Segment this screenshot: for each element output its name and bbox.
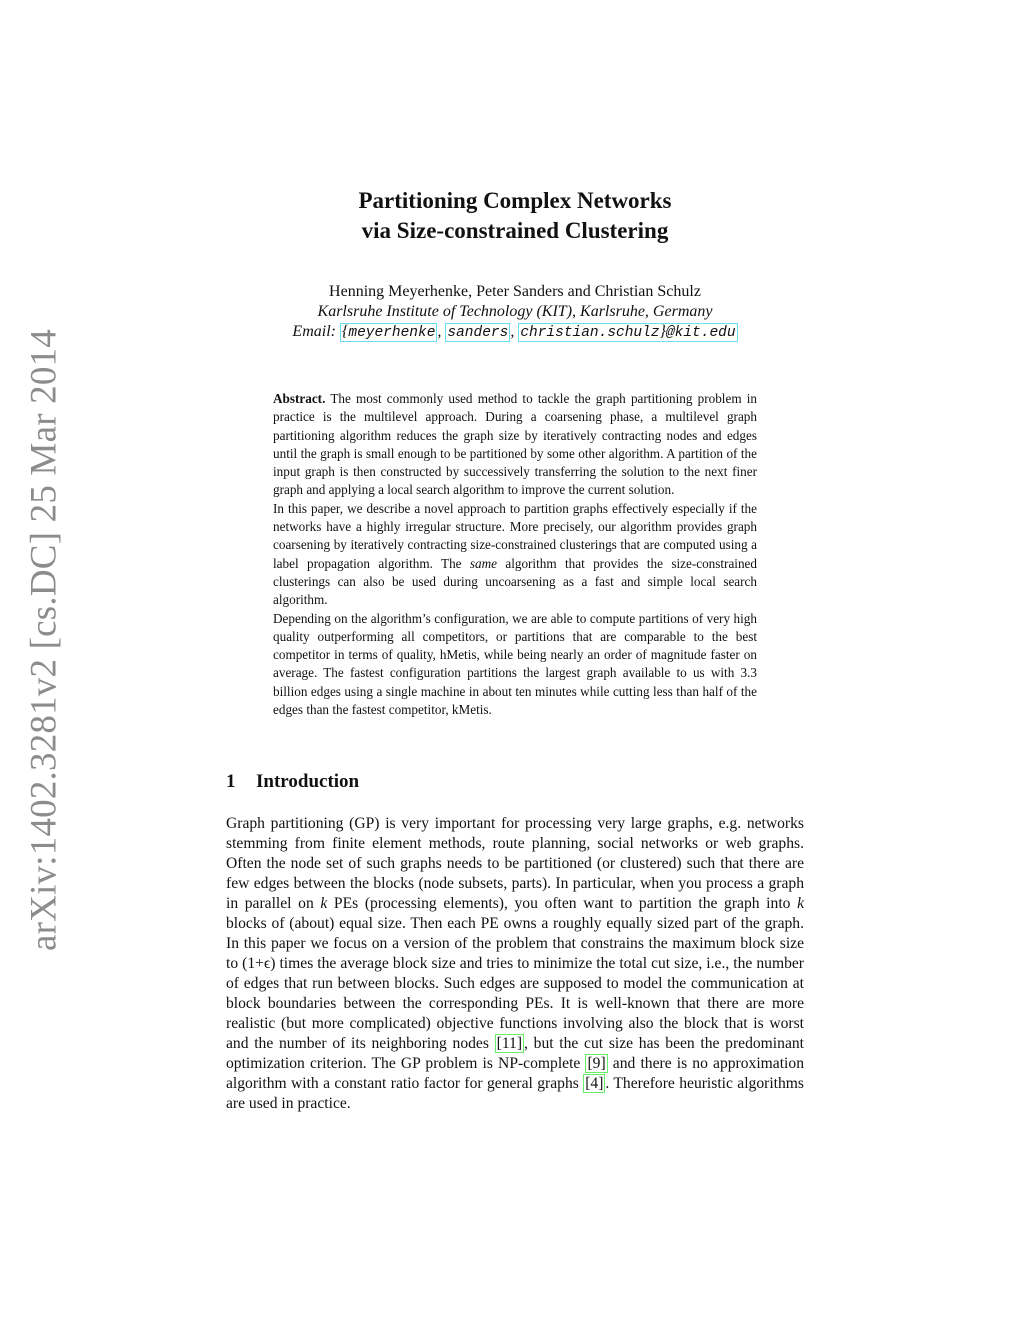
author-block bbox=[226, 282, 804, 342]
math-k: k bbox=[320, 895, 328, 912]
abstract bbox=[273, 390, 757, 719]
abstract-text-1: The most commonly used method to tackle the graph partitioning problem in practice is the multilevel approach. During a coarsening phase, a multilevel graph partitioning algorithm reduces the graph size by iteratively contracting nodes and edges until the graph is small enough to be partitioned by some other algorithm. A partition of the input graph is then constructed by successively transferring the solution to the next finer graph and applying a local search algorithm to improve the current solution. bbox=[273, 391, 758, 498]
abstract-text-2b: algorithm that provides the size-constrained clusterings can also be used during uncoarsening as a fast and simple local search algorithm. bbox=[273, 555, 758, 608]
paper-title bbox=[226, 186, 804, 246]
abstract-paragraph-3: Depending on the algorithm’s configuration, we are able to compute partitions of very high quality outperforming all competitors, or partitions that are comparable to the best competitor in terms of quality, hMetis, while being nearly an order of magnitude faster on average. The fastest configuration partitions the largest graph available to us with 3.3 billion edges using a single machine in about ten minutes while cutting less than half of the edges than the fastest competitor, kMetis. bbox=[273, 610, 757, 718]
citation-link-4[interactable]: [4] bbox=[585, 1075, 604, 1092]
affiliation: Karlsruhe Institute of Technology (KIT), Karlsruhe, Germany bbox=[317, 303, 713, 320]
abstract-label: Abstract. bbox=[273, 391, 326, 406]
email-close-brace: } bbox=[659, 323, 666, 340]
email-user-meyerhenke: meyerhenke bbox=[348, 325, 436, 341]
citation-link-11[interactable]: [11] bbox=[496, 1035, 523, 1052]
email-separator: , bbox=[510, 323, 519, 340]
section-title: Introduction bbox=[256, 771, 360, 792]
abstract-paragraph-1 bbox=[273, 390, 757, 500]
intro-text: times the average block size and tries to minimize the total cut size, i.e., the number of edges that run between blocks. Such edges are supposed to model the communication at block boundaries between the corresponding PEs. It is well-known that there are more realistic (but more complicated) objective functions involving also the block that is worst and the number of its neighboring nodes bbox=[226, 955, 804, 1052]
email-user-schulz: christian.schulz bbox=[520, 325, 660, 341]
intro-text: , but the cut size has been the predominant optimization criterion. The GP problem is NP-complete bbox=[226, 1035, 804, 1072]
introduction-body bbox=[226, 814, 804, 1114]
email-link-1[interactable] bbox=[340, 323, 437, 342]
email-link-2[interactable] bbox=[445, 323, 510, 342]
email-open-brace: { bbox=[341, 323, 349, 340]
intro-text: blocks of (about) equal size. Then each PE owns a roughly equally sized part of the graph. In this paper we focus on a version of the problem that constrains the maximum block size to bbox=[226, 915, 804, 972]
abstract-text-2a: In this paper, we describe a novel approach to partition graphs effectively especially if the networks have a highly irregular structure. More precisely, our algorithm provides graph coarsening by iteratively contracting size-constrained clusterings that are computed using a label propagation algorithm. The bbox=[273, 500, 757, 571]
math-k: k bbox=[797, 895, 804, 912]
section-heading-introduction bbox=[226, 771, 359, 793]
intro-text: Graph partitioning (GP) is very important for processing very large graphs, e.g. networks stemming from finite element methods, route planning, social networks or web graphs. Often the node set of such graphs needs to be partitioned (or clustered) such that there are few edges between the blocks (node subsets, parts). In particular, when you process a graph in parallel on bbox=[226, 815, 804, 912]
intro-text: and there is no approximation algorithm with a constant ratio factor for general graphs bbox=[226, 1055, 804, 1092]
introduction-paragraph bbox=[226, 814, 804, 1114]
author-names: Henning Meyerhenke, Peter Sanders and Christian Schulz bbox=[329, 283, 701, 300]
email-separator: , bbox=[437, 323, 446, 340]
title-line-2: via Size-constrained Clustering bbox=[361, 218, 669, 243]
title-line-1: Partitioning Complex Networks bbox=[358, 188, 672, 213]
email-line bbox=[226, 322, 804, 342]
math-epsilon-bound: (1+ϵ) bbox=[242, 955, 276, 972]
abstract-paragraph-2 bbox=[273, 500, 757, 610]
email-user-sanders: sanders bbox=[447, 325, 509, 341]
intro-text: . Therefore heuristic algorithms are used in practice. bbox=[226, 1075, 804, 1112]
arxiv-identifier: arXiv:1402.3281v2 [cs.DC] 25 Mar 2014 bbox=[23, 329, 65, 951]
email-domain: @kit.edu bbox=[665, 325, 736, 341]
abstract-emphasis: same bbox=[469, 555, 497, 571]
section-number: 1 bbox=[226, 771, 236, 792]
intro-text: PEs (processing elements), you often want to partition the graph into bbox=[327, 895, 798, 912]
citation-link-9[interactable]: [9] bbox=[587, 1055, 606, 1072]
email-link-3[interactable] bbox=[518, 323, 737, 342]
email-label: Email: bbox=[292, 323, 340, 340]
